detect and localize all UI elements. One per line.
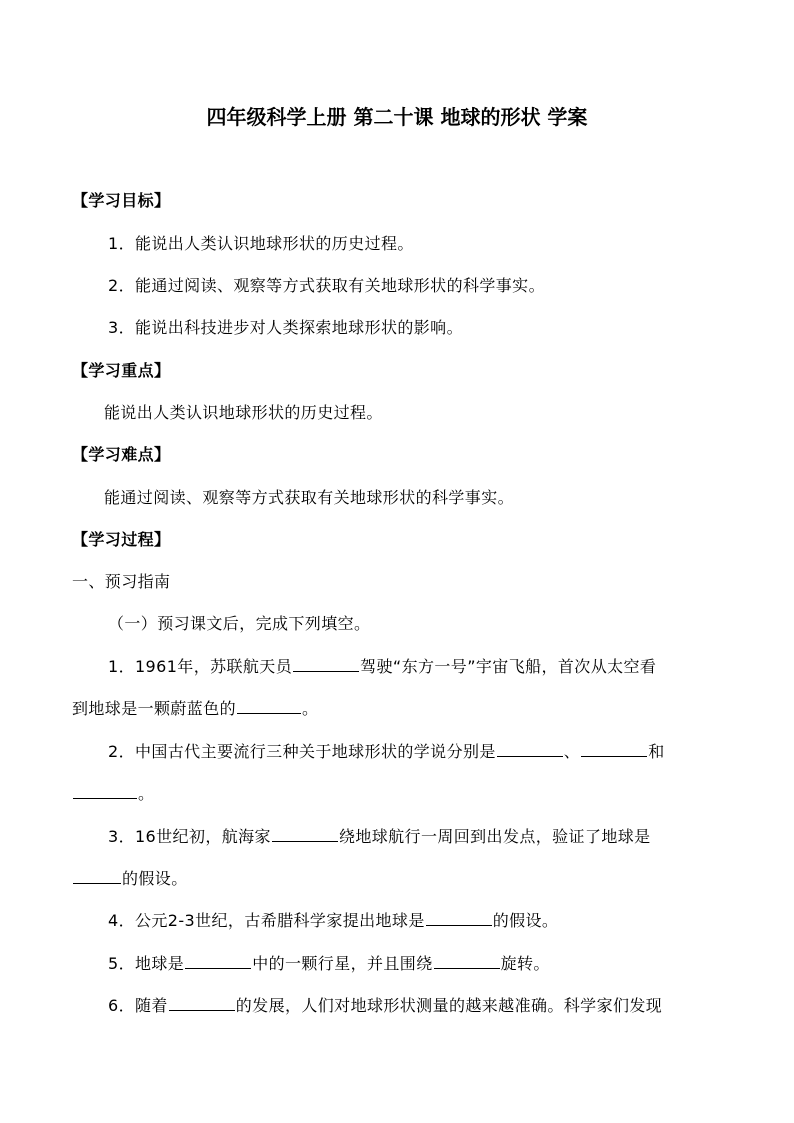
question-1-text-b: 驾驶“东方一号”宇宙飞船，首次从太空看 [360,657,657,676]
goal-item-2: 2．能通过阅读、观察等方式获取有关地球形状的科学事实。 [108,276,545,295]
answer-blank[interactable] [185,953,251,969]
answer-blank[interactable] [581,741,647,757]
answer-blank[interactable] [169,995,235,1011]
question-1-text-d: 。 [302,699,319,718]
question-2-line-2 [72,783,154,805]
question-4-line [108,910,558,932]
question-6-text-a: 6．随着 [108,996,168,1015]
goal-item-3: 3．能说出科技进步对人类探索地球形状的影响。 [108,318,463,337]
page-title: 四年级科学上册 第二十课 地球的形状 学案 [206,105,588,129]
question-4-text-a: 4．公元2-3世纪，古希腊科学家提出地球是 [108,911,425,930]
goals-heading: 【学习目标】 [72,191,171,210]
question-1-line-2 [72,698,318,720]
key-point-text: 能说出人类认识地球形状的历史过程。 [104,403,383,422]
subsection-fill-blanks: （一）预习课文后，完成下列填空。 [108,614,371,633]
answer-blank[interactable] [73,783,137,799]
question-2-text-c: 和 [648,742,665,761]
difficulty-text: 能通过阅读、观察等方式获取有关地球形状的科学事实。 [104,488,515,507]
question-3-line-1 [108,826,651,848]
question-5-text-c: 旋转。 [500,954,550,973]
question-3-text-c: 的假设。 [122,869,188,888]
question-6-line [108,995,662,1017]
answer-blank[interactable] [293,656,359,672]
key-point-heading: 【学习重点】 [72,361,171,380]
section-preview-guide: 一、预习指南 [72,572,171,591]
question-3-text-b: 绕地球航行一周回到出发点，验证了地球是 [338,827,651,846]
answer-blank[interactable] [497,741,563,757]
question-3-text-a: 3．16世纪初，航海家 [108,827,271,846]
answer-blank[interactable] [73,868,121,884]
question-5-text-a: 5．地球是 [108,954,185,973]
answer-blank[interactable] [426,910,492,926]
question-3-line-2 [72,868,188,890]
answer-blank[interactable] [272,826,338,842]
question-1-line-1 [108,656,656,678]
question-5-line [108,953,550,975]
question-1-text-a: 1．1961年，苏联航天员 [108,657,293,676]
question-6-text-b: 的发展，人们对地球形状测量的越来越准确。科学家们发现 [235,996,663,1015]
question-2-text-d: 。 [138,784,155,803]
question-2-text-a: 2．中国古代主要流行三种关于地球形状的学说分别是 [108,742,496,761]
process-heading: 【学习过程】 [72,530,171,549]
difficulty-heading: 【学习难点】 [72,445,171,464]
question-2-text-b: 、 [563,742,581,761]
answer-blank[interactable] [434,953,500,969]
question-2-line-1 [108,741,665,763]
question-1-text-c: 到地球是一颗蔚蓝色的 [72,699,237,718]
answer-blank[interactable] [237,698,301,714]
question-4-text-b: 的假设。 [492,911,559,930]
goal-item-1: 1．能说出人类认识地球形状的历史过程。 [108,234,414,253]
question-5-text-b: 中的一颗行星，并且围绕 [252,954,433,973]
